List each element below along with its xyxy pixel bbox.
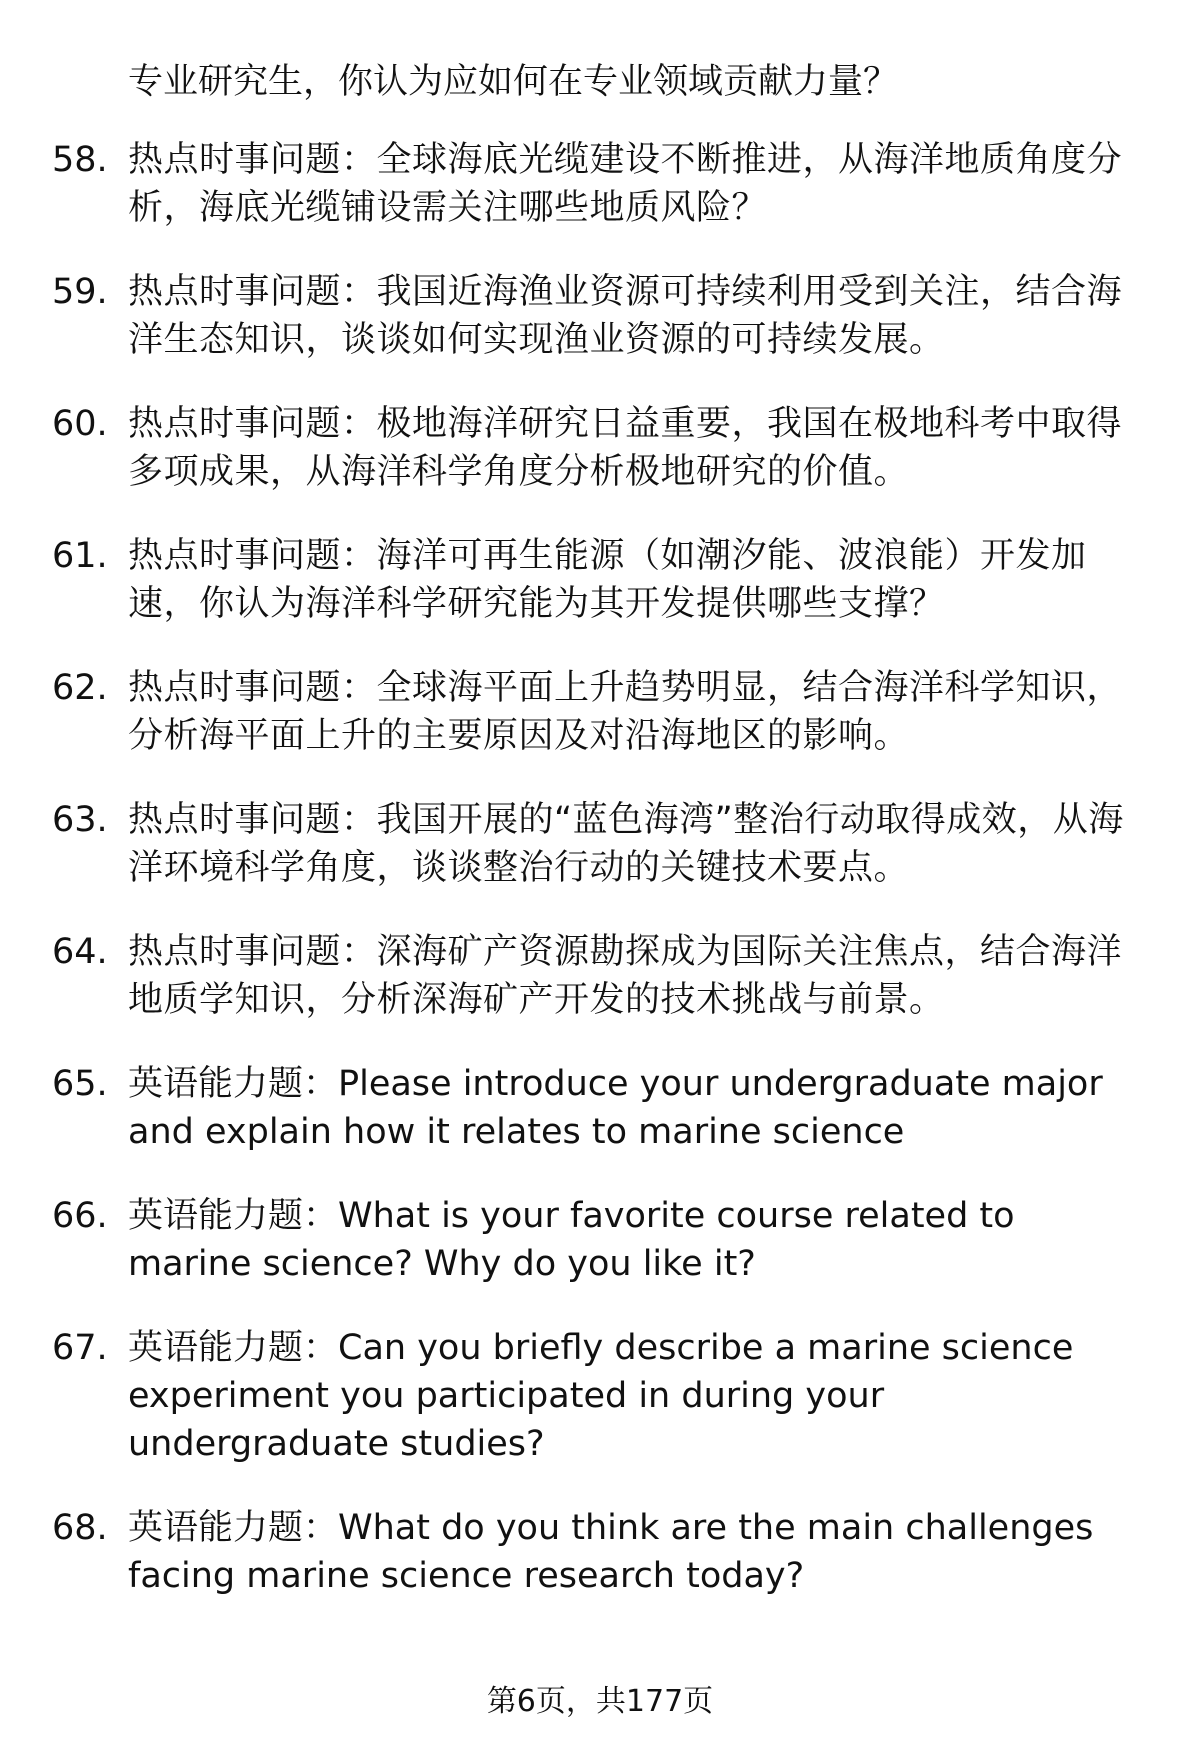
question-number: 68. [52, 1508, 108, 1548]
question-text: 热点时事问题：海洋可再生能源（如潮汐能、波浪能）开发加速，你认为海洋科学研究能为其开发提供哪些支撑？ [128, 536, 1087, 624]
question-item [0, 1504, 1200, 1600]
question-item [0, 928, 1200, 1024]
question-text: 英语能力题：Can you briefly describe a marine science experiment you participated in during your undergraduate studies? [128, 1328, 1074, 1464]
question-number: 67. [52, 1328, 108, 1368]
question-item [0, 532, 1200, 628]
question-text: 热点时事问题：深海矿产资源勘探成为国际关注焦点，结合海洋地质学知识，分析深海矿产开发的技术挑战与前景。 [128, 932, 1123, 1020]
question-item [0, 1192, 1200, 1288]
question-item [0, 664, 1200, 760]
question-text: 热点时事问题：全球海底光缆建设不断推进，从海洋地质角度分析，海底光缆铺设需关注哪些地质风险？ [128, 140, 1123, 228]
question-text: 英语能力题：Please introduce your undergraduate major and explain how it relates to marine science [128, 1064, 1103, 1152]
question-number: 63. [52, 800, 108, 840]
question-number: 61. [52, 536, 108, 576]
question-item [0, 1324, 1200, 1468]
question-number: 60. [52, 404, 108, 444]
question-number: 59. [52, 272, 108, 312]
question-item [0, 1060, 1200, 1156]
question-text: 热点时事问题：我国开展的“蓝色海湾”整治行动取得成效，从海洋环境科学角度，谈谈整治行动的关键技术要点。 [128, 800, 1124, 888]
question-list [0, 136, 1200, 1636]
question-text: 英语能力题：What do you think are the main challenges facing marine science research today? [128, 1508, 1094, 1596]
question-item [0, 136, 1200, 232]
question-item [0, 400, 1200, 496]
question-text: 热点时事问题：我国近海渔业资源可持续利用受到关注，结合海洋生态知识，谈谈如何实现渔业资源的可持续发展。 [128, 272, 1123, 360]
question-item [0, 268, 1200, 364]
question-number: 66. [52, 1196, 108, 1236]
question-text: 热点时事问题：全球海平面上升趋势明显，结合海洋科学知识，分析海平面上升的主要原因及对沿海地区的影响。 [128, 668, 1123, 756]
page-number-footer: 第6页，共177页 [486, 1684, 714, 1719]
question-item [0, 796, 1200, 892]
question-text: 热点时事问题：极地海洋研究日益重要，我国在极地科考中取得多项成果，从海洋科学角度分析极地研究的价值。 [128, 404, 1123, 492]
question-number: 65. [52, 1064, 108, 1104]
continued-question-text: 专业研究生，你认为应如何在专业领域贡献力量？ [128, 62, 899, 102]
question-number: 64. [52, 932, 108, 972]
question-number: 62. [52, 668, 108, 708]
question-text: 英语能力题：What is your favorite course related to marine science? Why do you like it? [128, 1196, 1015, 1284]
question-number: 58. [52, 140, 108, 180]
